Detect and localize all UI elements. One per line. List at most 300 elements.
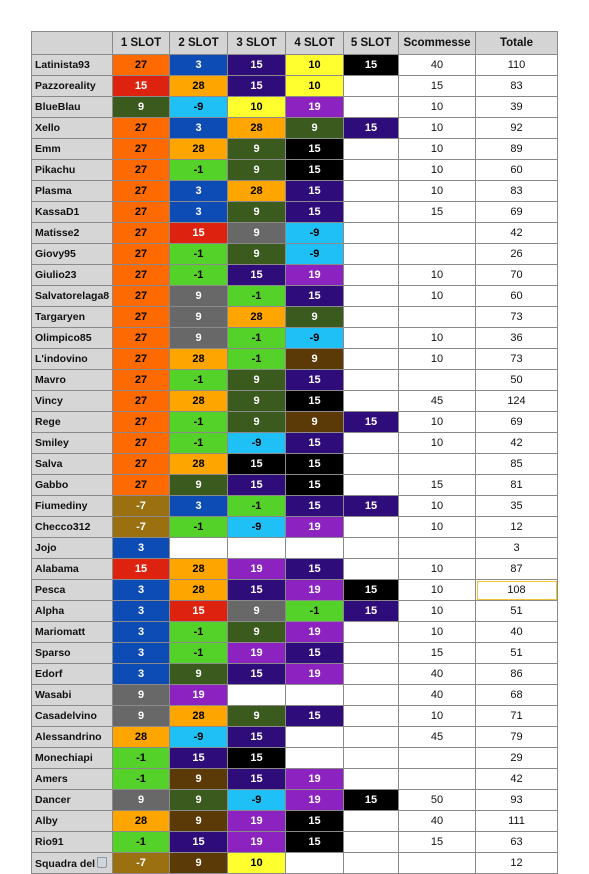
table-row	[32, 307, 558, 328]
slot-5-cell	[344, 706, 399, 727]
player-name-cell	[32, 307, 113, 328]
slot-5-cell	[344, 223, 399, 244]
table-row	[32, 580, 558, 601]
player-name: Pesca	[35, 584, 66, 596]
slot-5-cell	[344, 286, 399, 307]
slot-3-cell: 15	[228, 475, 286, 496]
slot-1-cell: 3	[113, 601, 170, 622]
player-name: Pazzoreality	[35, 80, 96, 92]
player-name-cell	[32, 496, 113, 517]
scommesse-cell: 10	[399, 286, 476, 307]
totale-cell: 92	[476, 118, 558, 139]
table-row	[32, 496, 558, 517]
table-row	[32, 853, 558, 874]
scommesse-cell: 10	[399, 706, 476, 727]
slot-5-cell	[344, 181, 399, 202]
totale-cell: 29	[476, 748, 558, 769]
slot-4-cell: 9	[286, 412, 344, 433]
slot-5-cell	[344, 664, 399, 685]
player-name-cell	[32, 706, 113, 727]
table-row	[32, 55, 558, 76]
slot-5-cell	[344, 202, 399, 223]
player-name-cell	[32, 118, 113, 139]
table-row	[32, 727, 558, 748]
scommesse-cell: 15	[399, 475, 476, 496]
table-row	[32, 664, 558, 685]
header-corner	[32, 32, 113, 55]
scommesse-cell: 10	[399, 97, 476, 118]
scommesse-cell: 10	[399, 265, 476, 286]
header-scommesse: Scommesse	[399, 32, 476, 55]
scommesse-cell: 10	[399, 517, 476, 538]
slot-5-cell	[344, 160, 399, 181]
slot-3-cell: -9	[228, 790, 286, 811]
slot-5-cell	[344, 475, 399, 496]
slot-2-cell: 9	[170, 769, 228, 790]
scommesse-cell: 10	[399, 349, 476, 370]
slot-5-cell	[344, 244, 399, 265]
slot-1-cell: 9	[113, 685, 170, 706]
totale-cell: 111	[476, 811, 558, 832]
slot-4-cell: 19	[286, 265, 344, 286]
player-name-cell	[32, 160, 113, 181]
slot-1-cell: 27	[113, 139, 170, 160]
slot-2-cell: 28	[170, 391, 228, 412]
scommesse-cell: 40	[399, 664, 476, 685]
player-name-cell	[32, 181, 113, 202]
slot-1-cell: -1	[113, 832, 170, 853]
player-name: Olimpico85	[35, 332, 92, 344]
slot-5-cell	[344, 517, 399, 538]
table-row	[32, 181, 558, 202]
scommesse-cell: 10	[399, 328, 476, 349]
totale-cell: 73	[476, 307, 558, 328]
slot-5-cell: 15	[344, 118, 399, 139]
scommesse-cell	[399, 454, 476, 475]
slot-5-cell	[344, 391, 399, 412]
player-name: Latinista93	[35, 59, 90, 71]
slot-5-cell: 15	[344, 412, 399, 433]
slot-4-cell: -9	[286, 328, 344, 349]
slot-1-cell: 15	[113, 559, 170, 580]
slot-4-cell: 15	[286, 286, 344, 307]
player-name: Monechiapi	[35, 752, 93, 764]
player-name: Vincy	[35, 395, 63, 407]
slot-2-cell: -1	[170, 244, 228, 265]
slot-4-cell: 15	[286, 811, 344, 832]
totale-cell: 87	[476, 559, 558, 580]
slot-4-cell: 15	[286, 559, 344, 580]
slot-2-cell: 9	[170, 664, 228, 685]
slot-4-cell: -1	[286, 601, 344, 622]
slot-2-cell: 15	[170, 223, 228, 244]
slot-3-cell: 15	[228, 727, 286, 748]
slot-3-cell: 9	[228, 160, 286, 181]
player-name-cell	[32, 643, 113, 664]
slot-3-cell: 9	[228, 202, 286, 223]
slot-3-cell: 15	[228, 76, 286, 97]
player-name-cell	[32, 559, 113, 580]
player-name: Matisse2	[35, 227, 80, 239]
totale-cell: 83	[476, 76, 558, 97]
table-row	[32, 265, 558, 286]
slot-4-cell	[286, 748, 344, 769]
slot-2-cell: 9	[170, 328, 228, 349]
totale-cell: 83	[476, 181, 558, 202]
slot-4-cell: 19	[286, 769, 344, 790]
scommesse-cell	[399, 769, 476, 790]
slot-4-cell	[286, 853, 344, 874]
slot-1-cell: -1	[113, 748, 170, 769]
player-name-cell	[32, 685, 113, 706]
slot-3-cell: -1	[228, 496, 286, 517]
scommesse-cell	[399, 748, 476, 769]
slot-1-cell: 3	[113, 664, 170, 685]
player-name-cell	[32, 286, 113, 307]
player-name: Xello	[35, 122, 61, 134]
player-name-cell	[32, 328, 113, 349]
player-name-cell	[32, 97, 113, 118]
totale-cell: 69	[476, 412, 558, 433]
totale-cell: 86	[476, 664, 558, 685]
slot-3-cell: 28	[228, 307, 286, 328]
slot-3-cell: 15	[228, 769, 286, 790]
slot-1-cell: 28	[113, 811, 170, 832]
scommesse-cell: 10	[399, 496, 476, 517]
table-row	[32, 286, 558, 307]
slot-5-cell	[344, 433, 399, 454]
slot-3-cell: -1	[228, 328, 286, 349]
slot-2-cell: 9	[170, 790, 228, 811]
slot-1-cell: 3	[113, 622, 170, 643]
scommesse-cell: 50	[399, 790, 476, 811]
slot-5-cell	[344, 454, 399, 475]
table-row	[32, 601, 558, 622]
player-name-cell	[32, 244, 113, 265]
totale-cell: 79	[476, 727, 558, 748]
table-row	[32, 538, 558, 559]
slot-3-cell: -1	[228, 286, 286, 307]
slot-4-cell: 10	[286, 55, 344, 76]
totale-cell: 40	[476, 622, 558, 643]
slot-4-cell: 15	[286, 370, 344, 391]
slot-1-cell: 3	[113, 580, 170, 601]
totale-cell: 3	[476, 538, 558, 559]
table-row	[32, 748, 558, 769]
slot-4-cell: 19	[286, 622, 344, 643]
player-name-cell	[32, 433, 113, 454]
slot-1-cell: 15	[113, 76, 170, 97]
player-name: Salvatorelaga8	[35, 290, 110, 302]
totale-cell: 12	[476, 853, 558, 874]
player-name: Smiley	[35, 437, 69, 449]
slot-1-cell: 27	[113, 412, 170, 433]
totale-cell: 81	[476, 475, 558, 496]
player-name: KassaD1	[35, 206, 80, 218]
slot-2-cell: -9	[170, 97, 228, 118]
scommesse-cell	[399, 853, 476, 874]
slot-2-cell: 9	[170, 811, 228, 832]
table-row	[32, 790, 558, 811]
totale-cell: 42	[476, 433, 558, 454]
slot-2-cell: 19	[170, 685, 228, 706]
player-name: Alabama	[35, 563, 79, 575]
scommesse-cell	[399, 244, 476, 265]
slot-2-cell: 15	[170, 601, 228, 622]
slot-2-cell: 3	[170, 118, 228, 139]
slot-1-cell: 27	[113, 286, 170, 307]
slot-2-cell: -1	[170, 265, 228, 286]
slot-1-cell: 9	[113, 790, 170, 811]
scommesse-cell: 10	[399, 160, 476, 181]
scommesse-cell	[399, 538, 476, 559]
slot-4-cell: 15	[286, 643, 344, 664]
player-name: Gabbo	[35, 479, 69, 491]
player-name-cell	[32, 202, 113, 223]
scommesse-cell: 10	[399, 118, 476, 139]
slot-3-cell: -9	[228, 433, 286, 454]
slot-1-cell: 27	[113, 328, 170, 349]
player-name: Giovy95	[35, 248, 76, 260]
slot-4-cell: 15	[286, 475, 344, 496]
player-name-cell	[32, 538, 113, 559]
player-name-cell	[32, 853, 113, 874]
slot-1-cell: -1	[113, 769, 170, 790]
scommesse-cell: 10	[399, 181, 476, 202]
player-name: Checco312	[35, 521, 91, 533]
slot-1-cell: 27	[113, 307, 170, 328]
totale-cell: 63	[476, 832, 558, 853]
table-row	[32, 76, 558, 97]
totale-cell[interactable]: 108	[476, 580, 558, 601]
slot-3-cell: 15	[228, 748, 286, 769]
slot-3-cell: 19	[228, 559, 286, 580]
slot-2-cell: 28	[170, 580, 228, 601]
slot-2-cell: -1	[170, 517, 228, 538]
slot-2-cell: 9	[170, 475, 228, 496]
totale-cell: 36	[476, 328, 558, 349]
slot-4-cell: 15	[286, 139, 344, 160]
slot-4-cell: 15	[286, 181, 344, 202]
player-name: Mariomatt	[35, 626, 86, 638]
slot-2-cell: 9	[170, 286, 228, 307]
totale-cell: 42	[476, 223, 558, 244]
slot-4-cell: 15	[286, 832, 344, 853]
slot-3-cell: 9	[228, 601, 286, 622]
player-name: Amers	[35, 773, 68, 785]
slot-2-cell	[170, 538, 228, 559]
slot-1-cell: 27	[113, 55, 170, 76]
table-body	[32, 55, 558, 874]
player-name-cell	[32, 454, 113, 475]
totale-cell: 50	[476, 370, 558, 391]
totale-cell: 93	[476, 790, 558, 811]
player-name-cell	[32, 601, 113, 622]
totale-cell: 60	[476, 286, 558, 307]
slot-3-cell: 15	[228, 265, 286, 286]
slot-2-cell: 3	[170, 181, 228, 202]
player-name-cell	[32, 748, 113, 769]
scommesse-cell: 15	[399, 202, 476, 223]
slot-2-cell: 28	[170, 349, 228, 370]
table-row	[32, 685, 558, 706]
slot-4-cell: 19	[286, 790, 344, 811]
slot-4-cell: 15	[286, 454, 344, 475]
scommesse-cell: 10	[399, 601, 476, 622]
slot-5-cell	[344, 97, 399, 118]
scommesse-cell	[399, 307, 476, 328]
totale-cell: 69	[476, 202, 558, 223]
slot-4-cell	[286, 727, 344, 748]
totale-cell: 35	[476, 496, 558, 517]
table-row	[32, 349, 558, 370]
slot-2-cell: 15	[170, 748, 228, 769]
totale-cell: 89	[476, 139, 558, 160]
slot-4-cell: 19	[286, 664, 344, 685]
slot-1-cell: 27	[113, 391, 170, 412]
player-name: Alpha	[35, 605, 65, 617]
player-name-cell	[32, 349, 113, 370]
slot-4-cell: -9	[286, 244, 344, 265]
slot-5-cell	[344, 622, 399, 643]
totale-cell: 73	[476, 349, 558, 370]
player-name: BlueBlau	[35, 101, 81, 113]
slot-5-cell	[344, 748, 399, 769]
slot-5-cell	[344, 349, 399, 370]
slot-4-cell: 19	[286, 580, 344, 601]
totale-cell: 26	[476, 244, 558, 265]
slot-2-cell: -9	[170, 727, 228, 748]
table-row	[32, 223, 558, 244]
totale-cell: 12	[476, 517, 558, 538]
player-name: Mavro	[35, 374, 66, 386]
player-name: Rege	[35, 416, 61, 428]
slot-3-cell: 28	[228, 181, 286, 202]
scommesse-cell	[399, 223, 476, 244]
slot-1-cell: 27	[113, 223, 170, 244]
slot-3-cell: 9	[228, 244, 286, 265]
player-name-cell	[32, 391, 113, 412]
slot-4-cell: -9	[286, 223, 344, 244]
totale-cell: 110	[476, 55, 558, 76]
scommesse-cell: 10	[399, 412, 476, 433]
slot-3-cell: 9	[228, 223, 286, 244]
slot-3-cell: -9	[228, 517, 286, 538]
player-name: L'indovino	[35, 353, 88, 365]
player-name-cell	[32, 790, 113, 811]
slot-2-cell: 3	[170, 202, 228, 223]
slot-2-cell: 3	[170, 496, 228, 517]
totale-cell: 39	[476, 97, 558, 118]
slot-2-cell: 15	[170, 832, 228, 853]
slot-4-cell	[286, 538, 344, 559]
table-row	[32, 118, 558, 139]
header-totale: Totale	[476, 32, 558, 55]
trash-icon	[97, 857, 107, 868]
player-name: Plasma	[35, 185, 72, 197]
slot-5-cell: 15	[344, 55, 399, 76]
slot-3-cell: 15	[228, 580, 286, 601]
slot-3-cell	[228, 538, 286, 559]
player-name: Squadra del	[35, 857, 96, 870]
slot-1-cell: -7	[113, 517, 170, 538]
slot-3-cell: 19	[228, 832, 286, 853]
table-row	[32, 139, 558, 160]
slot-1-cell: 27	[113, 202, 170, 223]
player-name: Edorf	[35, 668, 63, 680]
player-name: Fiumediny	[35, 500, 88, 512]
slot-5-cell	[344, 643, 399, 664]
slot-1-cell: 9	[113, 97, 170, 118]
totale-cell: 71	[476, 706, 558, 727]
slot-3-cell: 9	[228, 391, 286, 412]
slot-5-cell	[344, 265, 399, 286]
player-name: Dancer	[35, 794, 71, 806]
header-slot-2: 2 SLOT	[170, 32, 228, 55]
scommesse-cell	[399, 370, 476, 391]
totale-cell: 124	[476, 391, 558, 412]
player-name: Sparso	[35, 647, 71, 659]
slot-2-cell: 3	[170, 55, 228, 76]
slot-5-cell: 15	[344, 601, 399, 622]
totale-cell: 42	[476, 769, 558, 790]
totale-cell: 70	[476, 265, 558, 286]
slot-1-cell: 27	[113, 349, 170, 370]
slot-4-cell: 10	[286, 76, 344, 97]
player-name-cell	[32, 55, 113, 76]
scommesse-cell: 45	[399, 727, 476, 748]
slot-5-cell	[344, 328, 399, 349]
slot-3-cell	[228, 685, 286, 706]
player-name-cell	[32, 370, 113, 391]
table-row	[32, 643, 558, 664]
slot-3-cell: 15	[228, 664, 286, 685]
table-row	[32, 370, 558, 391]
slot-3-cell: 9	[228, 370, 286, 391]
table-row	[32, 391, 558, 412]
slot-2-cell: 9	[170, 307, 228, 328]
player-name-cell	[32, 475, 113, 496]
slot-1-cell: 27	[113, 475, 170, 496]
table-row	[32, 202, 558, 223]
slot-4-cell: 15	[286, 706, 344, 727]
slot-4-cell: 15	[286, 496, 344, 517]
slot-2-cell: -1	[170, 433, 228, 454]
slot-3-cell: 9	[228, 706, 286, 727]
scommesse-cell: 15	[399, 76, 476, 97]
player-name-cell	[32, 139, 113, 160]
scommesse-cell: 10	[399, 433, 476, 454]
slot-5-cell	[344, 307, 399, 328]
slot-4-cell: 9	[286, 307, 344, 328]
header-slot-4: 4 SLOT	[286, 32, 344, 55]
slot-4-cell: 19	[286, 517, 344, 538]
slot-4-cell: 15	[286, 433, 344, 454]
slot-2-cell: -1	[170, 160, 228, 181]
scommesse-cell: 40	[399, 811, 476, 832]
slot-3-cell: 28	[228, 118, 286, 139]
scommesse-cell: 15	[399, 832, 476, 853]
player-name-cell	[32, 664, 113, 685]
scommesse-cell: 10	[399, 139, 476, 160]
scommesse-cell: 10	[399, 622, 476, 643]
slot-5-cell: 15	[344, 790, 399, 811]
table-row	[32, 622, 558, 643]
scommesse-cell: 15	[399, 643, 476, 664]
player-name-cell	[32, 622, 113, 643]
slot-2-cell: 28	[170, 139, 228, 160]
slot-1-cell: 3	[113, 538, 170, 559]
